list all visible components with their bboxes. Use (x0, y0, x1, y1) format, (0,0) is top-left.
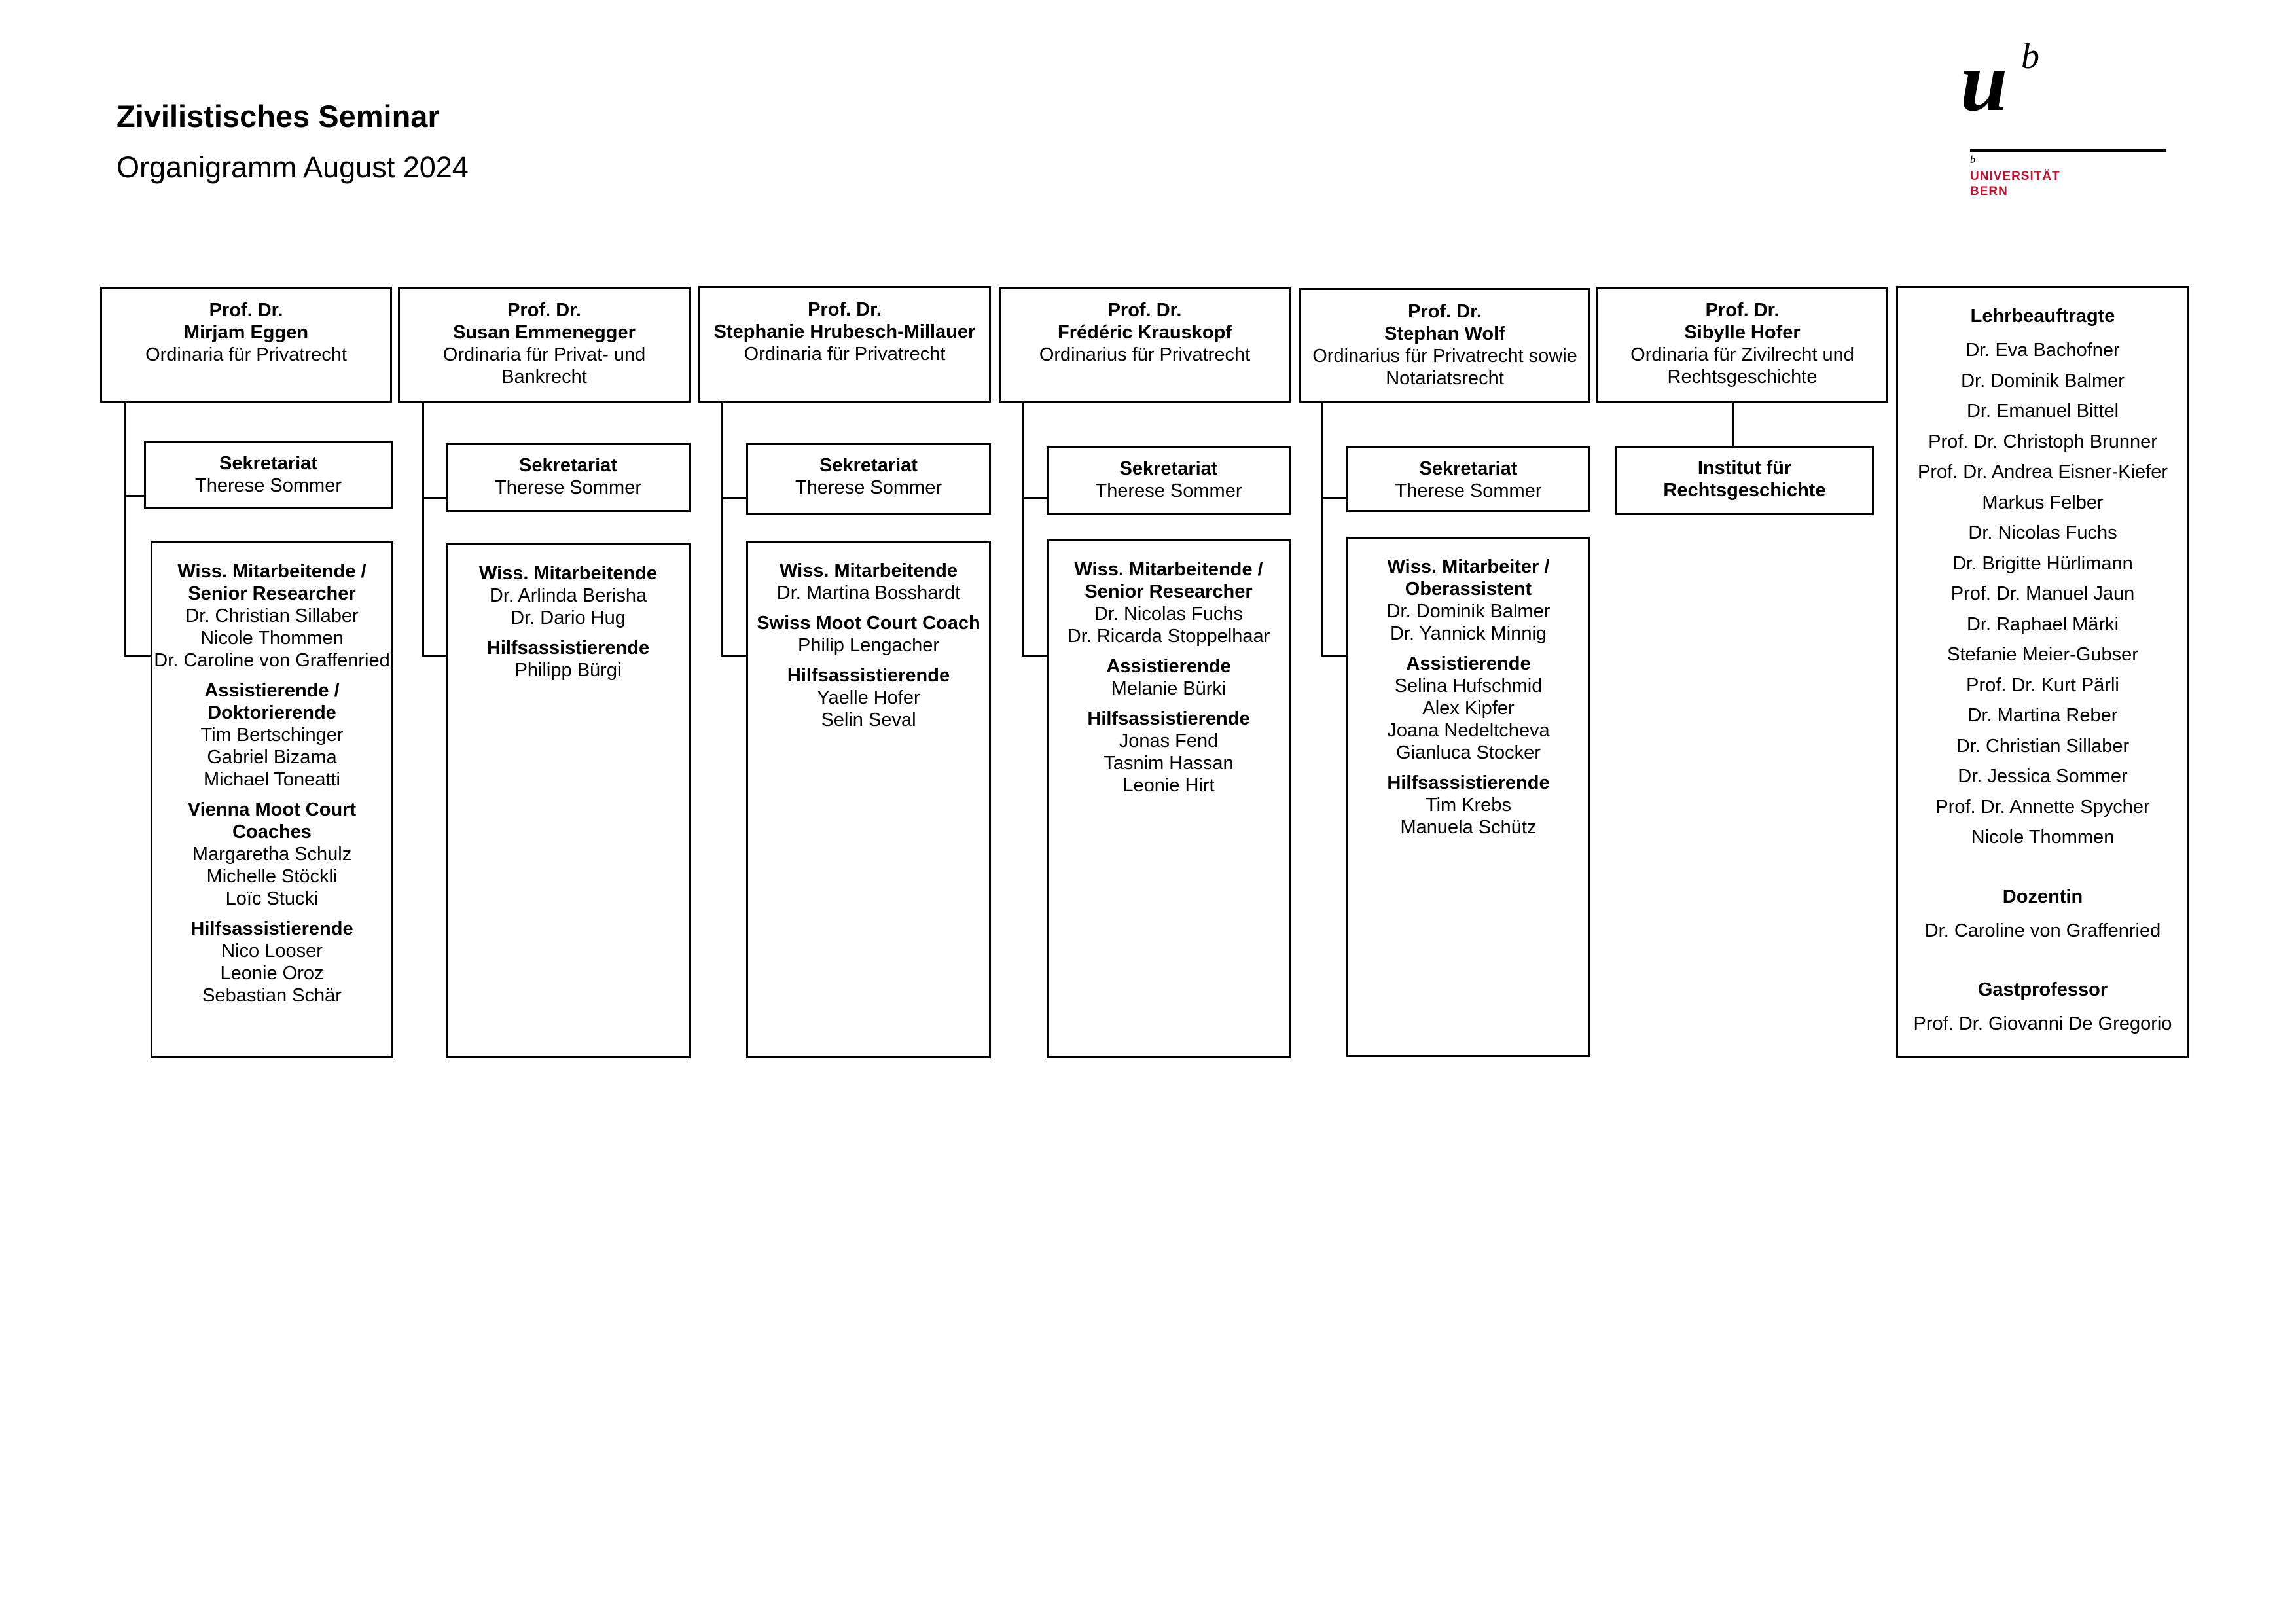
staff-member: Selina Hufschmid (1394, 676, 1543, 696)
staff-member: Dr. Dominik Balmer (1386, 601, 1551, 622)
staff-member: Leonie Hirt (1122, 775, 1215, 796)
lecturer: Stefanie Meier-Gubser (1947, 644, 2138, 665)
connector-line (721, 403, 723, 657)
connector-line (124, 403, 126, 657)
staff-member: Loïc Stucki (225, 888, 319, 909)
connector-line (422, 403, 424, 657)
lecturer: Dr. Eva Bachofner (1965, 340, 2120, 361)
logo-mark-u: u (1960, 35, 2008, 129)
chair-head-box (398, 287, 691, 403)
staff-member: Dr. Christian Sillaber (185, 605, 359, 626)
chair-name: Sibylle Hofer (1684, 322, 1801, 343)
lecturer: Dr. Emanuel Bittel (1966, 401, 2119, 422)
staff-section (1348, 556, 1588, 645)
staff-member: Leonie Oroz (220, 963, 324, 984)
connector-line (1321, 497, 1348, 499)
staff-member: Melanie Bürki (1111, 678, 1227, 699)
lecturer: Dr. Jessica Sommer (1958, 766, 2128, 787)
secretariat-label: Sekretariat (1419, 458, 1518, 479)
lecturer: Nicole Thommen (1971, 827, 2115, 848)
staff-heading: Wiss. Mitarbeitende / Senior Researcher (1074, 559, 1263, 602)
chair-head-box (100, 287, 392, 403)
page-subtitle: Organigramm August 2024 (117, 151, 469, 184)
connector-line (124, 495, 146, 497)
lecturer: Dr. Martina Reber (1967, 705, 2118, 726)
staff-member: Philipp Bürgi (514, 660, 622, 681)
secretariat-label: Sekretariat (819, 455, 918, 476)
staff-member: Jonas Fend (1119, 731, 1219, 751)
staff-member: Sebastian Schär (202, 985, 342, 1006)
staff-member: Tasnim Hassan (1103, 753, 1234, 774)
chair-name: Mirjam Eggen (183, 322, 309, 343)
lecturer: Prof. Dr. Kurt Pärli (1966, 674, 2119, 696)
connector-line (1321, 403, 1323, 657)
secretariat-name: Therese Sommer (494, 477, 641, 498)
chair-name: Stephan Wolf (1384, 323, 1505, 344)
staff-section (1348, 772, 1588, 839)
chair-head-box (999, 287, 1291, 403)
staff-section (748, 612, 989, 657)
chair-title: Prof. Dr. (507, 300, 581, 321)
staff-member: Michael Toneatti (203, 769, 341, 790)
chair-name: Frédéric Krauskopf (1058, 322, 1232, 343)
lecturer-heading: Gastprofessor (1977, 979, 2108, 1000)
staff-member: Michelle Stöckli (206, 866, 338, 887)
connector-line (422, 497, 447, 499)
staff-box (746, 541, 991, 1058)
connector-line (1022, 497, 1048, 499)
connector-line (1022, 655, 1048, 657)
staff-section (748, 664, 989, 731)
lecturer: Prof. Dr. Annette Spycher (1935, 796, 2150, 818)
lecturer: Dr. Raphael Märki (1966, 613, 2119, 635)
staff-heading: Wiss. Mitarbeitende (478, 563, 658, 584)
page-title: Zivilistisches Seminar (117, 99, 440, 134)
staff-heading: Wiss. Mitarbeitende (779, 560, 958, 581)
logo-small-b: b (1970, 154, 1975, 166)
chair-title: Prof. Dr. (209, 300, 283, 321)
staff-member: Margaretha Schulz (192, 844, 352, 865)
staff-heading: Hilfsassistierende (1387, 772, 1550, 793)
secretariat-box (144, 441, 393, 509)
staff-section (152, 560, 391, 672)
connector-line (124, 655, 152, 657)
connector-line (1732, 403, 1734, 446)
staff-section (1049, 708, 1289, 797)
staff-box (446, 543, 691, 1058)
staff-member: Dr. Caroline von Graffenried (154, 650, 390, 671)
chair-head-box (698, 286, 991, 403)
staff-member: Joana Nedeltcheva (1387, 720, 1550, 741)
staff-member: Nico Looser (221, 941, 323, 962)
staff-member: Dr. Dario Hug (511, 607, 626, 628)
staff-heading: Assistierende (1106, 656, 1231, 677)
logo-university: UNIVERSITÄT (1970, 170, 2060, 183)
secretariat-label: Sekretariat (1119, 458, 1218, 479)
staff-section (448, 562, 689, 629)
lecturer-group (1898, 305, 2187, 853)
staff-heading: Wiss. Mitarbeiter / Oberassistent (1387, 556, 1550, 600)
staff-section (1348, 653, 1588, 764)
secretariat-box (1346, 446, 1590, 512)
staff-section (152, 918, 391, 1007)
chair-name: Stephanie Hrubesch-Millauer (713, 321, 976, 342)
staff-heading: Assistierende (1406, 653, 1531, 674)
staff-section (1049, 655, 1289, 700)
lecturer: Dr. Nicolas Fuchs (1968, 522, 2117, 543)
secretariat-name: Therese Sommer (1395, 480, 1542, 501)
staff-member: Gabriel Bizama (207, 747, 337, 768)
lecturer: Dr. Brigitte Hürlimann (1952, 552, 2133, 574)
lecturer-group (1898, 886, 2187, 947)
lecturer: Markus Felber (1982, 492, 2104, 513)
chair-role: Ordinarius für Privatrecht sowie Notariatsrecht (1312, 346, 1577, 389)
lecturer-heading: Dozentin (2002, 886, 2083, 907)
staff-section (748, 560, 989, 604)
institute-box (1615, 446, 1874, 515)
chair-role: Ordinaria für Privat- und Bankrecht (442, 344, 646, 388)
staff-member: Gianluca Stocker (1396, 742, 1541, 763)
chair-role: Ordinarius für Privatrecht (1039, 344, 1251, 365)
chair-role: Ordinaria für Privatrecht (145, 344, 347, 365)
connector-line (1321, 655, 1348, 657)
lecturer: Prof. Dr. Andrea Eisner-Kiefer (1918, 461, 2168, 482)
logo-divider (1970, 149, 2166, 152)
secretariat-name: Therese Sommer (795, 477, 942, 498)
staff-member: Dr. Arlinda Berisha (489, 585, 647, 606)
chair-title: Prof. Dr. (808, 299, 882, 320)
lecturers-box (1896, 286, 2189, 1058)
connector-line (721, 497, 747, 499)
staff-member: Dr. Yannick Minnig (1390, 623, 1547, 644)
secretariat-name: Therese Sommer (1095, 480, 1242, 501)
lecturer: Dr. Christian Sillaber (1956, 735, 2130, 757)
staff-heading: Wiss. Mitarbeitende / Senior Researcher (177, 561, 367, 604)
secretariat-box (1047, 446, 1291, 515)
staff-section (1049, 558, 1289, 647)
staff-heading: Swiss Moot Court Coach (757, 613, 980, 634)
lecturer: Dr. Dominik Balmer (1961, 370, 2125, 391)
staff-member: Philip Lengacher (797, 635, 940, 656)
secretariat-box (446, 443, 691, 512)
chair-role: Ordinaria für Zivilrecht und Rechtsgeschichte (1630, 344, 1854, 388)
staff-member: Selin Seval (821, 710, 916, 731)
staff-member: Nicole Thommen (200, 628, 344, 649)
staff-member: Tim Krebs (1425, 795, 1512, 816)
chair-title: Prof. Dr. (1705, 300, 1780, 321)
lecturer-group (1898, 979, 2187, 1039)
staff-box (1047, 539, 1291, 1058)
chair-title: Prof. Dr. (1107, 300, 1182, 321)
secretariat-label: Sekretariat (519, 455, 617, 476)
staff-section (448, 637, 689, 681)
staff-member: Manuela Schütz (1400, 817, 1537, 838)
lecturer: Prof. Dr. Christoph Brunner (1928, 431, 2157, 452)
secretariat-box (746, 443, 991, 515)
chair-head-box (1299, 288, 1590, 403)
staff-box (1346, 537, 1590, 1057)
logo-city: BERN (1970, 185, 2008, 198)
staff-heading: Hilfsassistierende (787, 665, 950, 686)
staff-member: Alex Kipfer (1422, 698, 1515, 719)
staff-heading: Assistierende / Doktorierende (204, 680, 340, 723)
secretariat-label: Sekretariat (219, 453, 317, 474)
chair-role: Ordinaria für Privatrecht (744, 344, 946, 365)
staff-member: Tim Bertschinger (200, 725, 344, 746)
connector-line (422, 655, 447, 657)
chair-name: Susan Emmenegger (453, 322, 636, 343)
staff-member: Dr. Martina Bosshardt (776, 583, 961, 604)
staff-member: Dr. Ricarda Stoppelhaar (1067, 626, 1270, 647)
staff-heading: Hilfsassistierende (190, 918, 353, 939)
logo-mark-b: b (2021, 36, 2039, 77)
staff-box (151, 541, 393, 1058)
connector-line (721, 655, 747, 657)
lecturer-heading: Lehrbeauftragte (1970, 306, 2115, 327)
staff-member: Dr. Nicolas Fuchs (1094, 604, 1244, 624)
staff-member: Yaelle Hofer (817, 687, 920, 708)
staff-heading: Hilfsassistierende (486, 638, 650, 659)
chair-head-box (1596, 287, 1888, 403)
lecturer: Prof. Dr. Giovanni De Gregorio (1913, 1013, 2172, 1034)
lecturer: Dr. Caroline von Graffenried (1924, 920, 2161, 941)
secretariat-name: Therese Sommer (194, 475, 342, 496)
lecturer: Prof. Dr. Manuel Jaun (1950, 583, 2135, 604)
institute-name: Institut für Rechtsgeschichte (1663, 458, 1826, 501)
staff-section (152, 799, 391, 910)
chair-title: Prof. Dr. (1408, 301, 1482, 322)
connector-line (1022, 403, 1024, 657)
staff-section (152, 679, 391, 791)
logo-text (1970, 169, 2060, 199)
staff-heading: Vienna Moot Court Coaches (187, 799, 357, 842)
staff-heading: Hilfsassistierende (1087, 708, 1250, 729)
